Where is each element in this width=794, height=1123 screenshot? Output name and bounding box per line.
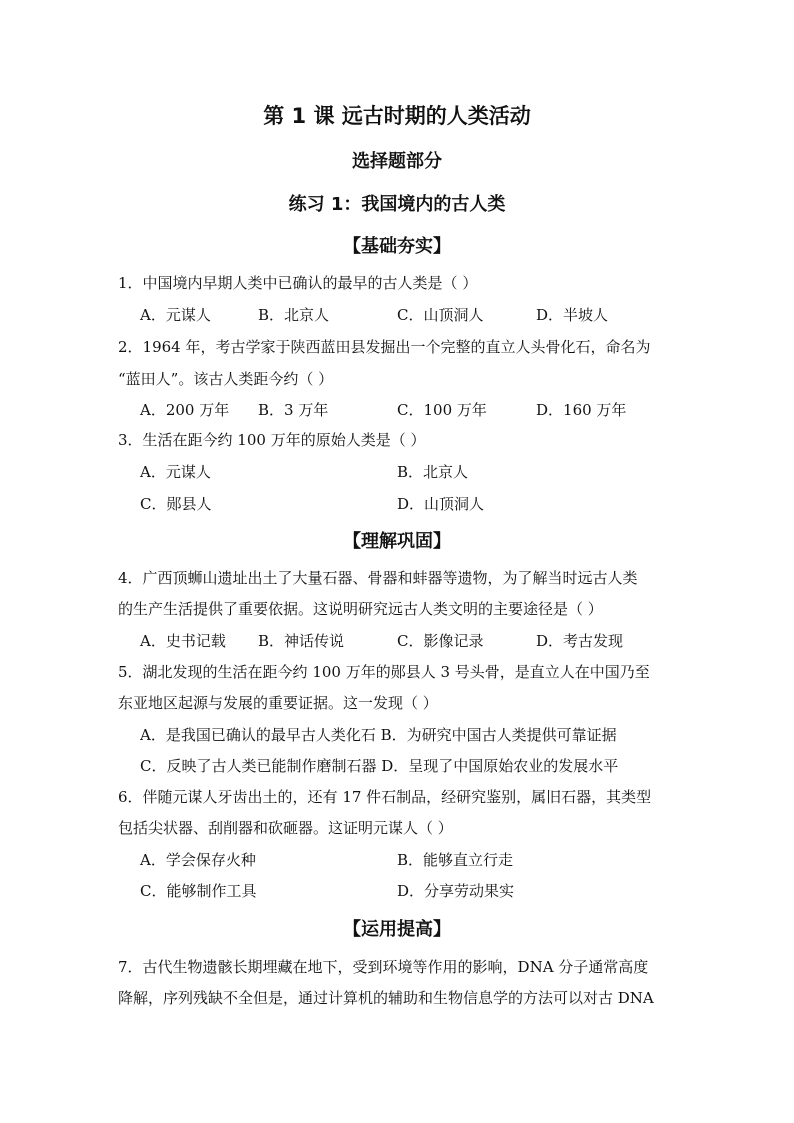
question-2-option-c: C．100 万年 — [397, 401, 487, 419]
question-1-stem: 1．中国境内早期人类中已确认的最早的古人类是（ ） — [118, 274, 478, 292]
question-7-stem-line-2: 降解，序列残缺不全但是，通过计算机的辅助和生物信息学的方法可以对古 DNA — [118, 989, 654, 1007]
question-2-stem-line-1: 2．1964 年，考古学家于陕西蓝田县发掘出一个完整的直立人头骨化石，命名为 — [118, 338, 651, 356]
question-6-option-d: D．分享劳动果实 — [397, 882, 515, 900]
question-2-option-b: B．3 万年 — [258, 401, 329, 419]
question-1-option-b: B．北京人 — [258, 306, 330, 324]
question-4-option-a: A．史书记载 — [140, 632, 226, 650]
question-1-option-a: A．元谋人 — [140, 306, 211, 324]
question-6-option-c: C．能够制作工具 — [140, 882, 257, 900]
question-5-options-row-1: A．是我国已确认的最早古人类化石 B．为研究中国古人类提供可靠证据 — [140, 726, 617, 744]
question-3-option-d: D．山顶洞人 — [397, 495, 485, 513]
question-2-option-a: A．200 万年 — [140, 401, 230, 419]
question-2-option-d: D．160 万年 — [536, 401, 627, 419]
question-2-stem-line-2: “蓝田人”。该古人类距今约（ ） — [118, 370, 334, 388]
lesson-title: 第 1 课 远古时期的人类活动 — [263, 104, 531, 128]
question-4-stem-line-1: 4．广西顶蛳山遗址出土了大量石器、骨器和蚌器等遗物，为了解当时远古人类 — [118, 569, 638, 587]
question-6-option-a: A．学会保存火种 — [140, 851, 256, 869]
question-4-stem-line-2: 的生产生活提供了重要依据。这说明研究远古人类文明的主要途径是（ ） — [118, 600, 603, 618]
question-6-stem-line-1: 6．伴随元谋人牙齿出土的，还有 17 件石制品，经研究鉴别，属旧石器，其类型 — [118, 788, 652, 806]
question-3-option-b: B．北京人 — [397, 463, 469, 481]
question-4-option-c: C．影像记录 — [397, 632, 484, 650]
question-4-option-d: D．考古发现 — [536, 632, 624, 650]
question-3-stem: 3．生活在距今约 100 万年的原始人类是（ ） — [118, 431, 426, 449]
question-3-option-c: C．郧县人 — [140, 495, 212, 513]
question-7-stem-line-1: 7．古代生物遗骸长期埋藏在地下，受到环境等作用的影响，DNA 分子通常高度 — [118, 958, 649, 976]
question-4-option-b: B．神话传说 — [258, 632, 345, 650]
question-3-option-a: A．元谋人 — [140, 463, 211, 481]
section-subtitle: 选择题部分 — [352, 151, 442, 172]
question-6-stem-line-2: 包括尖状器、刮削器和砍砸器。这证明元谋人（ ） — [118, 819, 453, 837]
exercise-title: 练习 1：我国境内的古人类 — [288, 194, 506, 215]
question-1-option-d: D．半坡人 — [536, 306, 609, 324]
section-heading-application: 【运用提高】 — [343, 919, 451, 940]
question-5-stem-line-2: 东亚地区起源与发展的重要证据。这一发现（ ） — [118, 694, 438, 712]
section-heading-understanding: 【理解巩固】 — [343, 531, 451, 552]
question-5-options-row-2: C．反映了古人类已能制作磨制石器 D．呈现了中国原始农业的发展水平 — [140, 757, 619, 775]
question-6-option-b: B．能够直立行走 — [397, 851, 514, 869]
question-5-stem-line-1: 5．湖北发现的生活在距今约 100 万年的郧县人 3 号头骨，是直立人在中国乃至 — [118, 663, 650, 681]
section-heading-basic: 【基础夯实】 — [343, 236, 451, 257]
question-1-option-c: C．山顶洞人 — [397, 306, 484, 324]
